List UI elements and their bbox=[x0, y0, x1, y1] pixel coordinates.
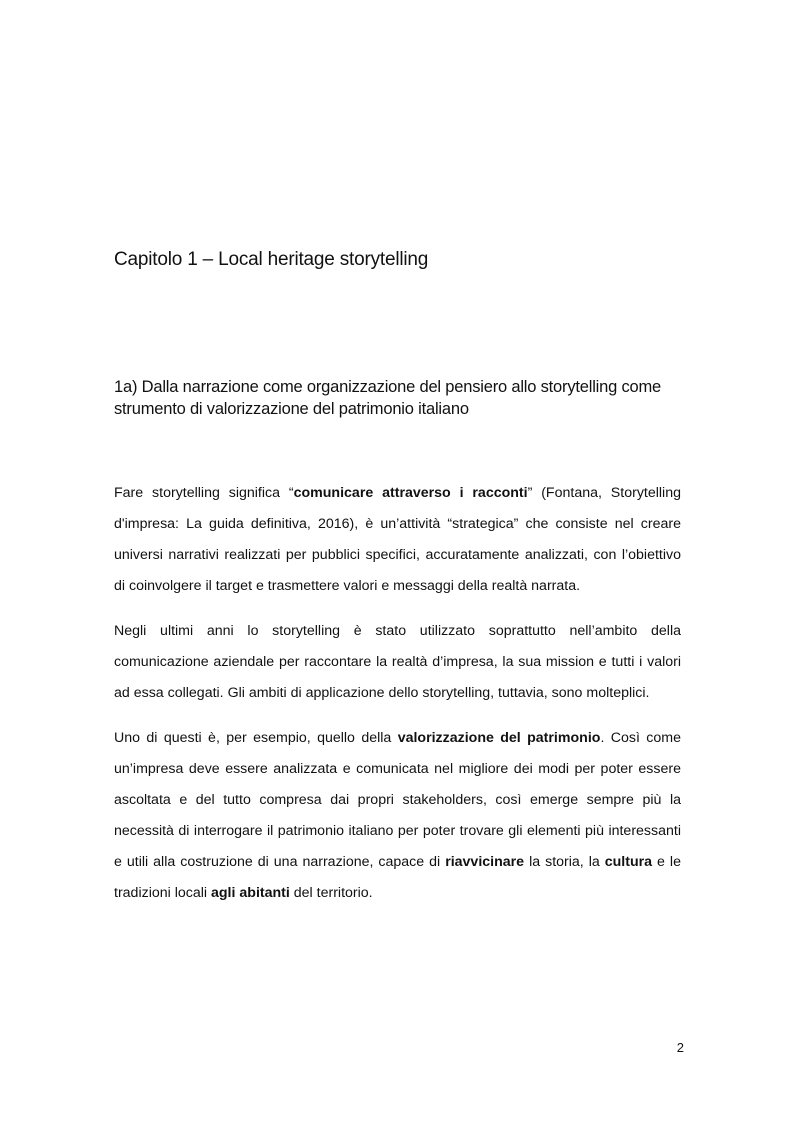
bold-phrase: comunicare attraverso i racconti bbox=[293, 485, 528, 501]
text-segment: del territorio. bbox=[289, 885, 373, 901]
section-title: 1a) Dalla narrazione come organizzazione del pensiero allo storytelling come strumento di valorizzazione del patrimonio italiano bbox=[114, 378, 662, 418]
text-segment: la storia, la bbox=[524, 854, 605, 870]
paragraph-1 bbox=[114, 478, 681, 602]
paragraph-3 bbox=[114, 723, 681, 909]
text-segment: ” (Fontana, Storytelling d'impresa: La guida definitiva, 2016), è un’attività “strategica” che consiste nel creare universi narrativi realizzati per pubblici specifici, accuratamente analizzati, con l’obiettivo di coinvolgere il target e trasmettere valori e messaggi della realtà narrata. bbox=[114, 485, 681, 594]
text-segment: e le tradizioni locali bbox=[114, 854, 681, 901]
body-text bbox=[114, 478, 681, 923]
bold-phrase: riavvicinare bbox=[445, 854, 525, 870]
chapter-title: Capitolo 1 – Local heritage storytelling bbox=[114, 249, 429, 270]
page-number: 2 bbox=[676, 1040, 684, 1055]
text-segment: . Così come un’impresa deve essere analizzata e comunicata nel migliore dei modi per poter essere ascoltata e del tutto compresa dai propri stakeholders, così emerge sempre più la necessità di interrogare il patrimonio italiano per poter trovare gli elementi più interessanti e utili alla costruzione di una narrazione, capace di bbox=[114, 730, 681, 870]
bold-phrase: valorizzazione del patrimonio bbox=[397, 730, 601, 746]
bold-phrase: agli abitanti bbox=[211, 885, 290, 901]
paragraph-2 bbox=[114, 616, 681, 709]
text-segment: Uno di questi è, per esempio, quello della bbox=[114, 730, 398, 746]
bold-phrase: cultura bbox=[604, 854, 653, 870]
text-segment: Negli ultimi anni lo storytelling è stato utilizzato soprattutto nell’ambito della comunicazione aziendale per raccontare la realtà d’impresa, la sua mission e tutti i valori ad essa collegati. Gli ambiti di applicazione dello storytelling, tuttavia, sono molteplici. bbox=[114, 623, 681, 701]
text-segment: Fare storytelling significa “ bbox=[114, 485, 294, 501]
